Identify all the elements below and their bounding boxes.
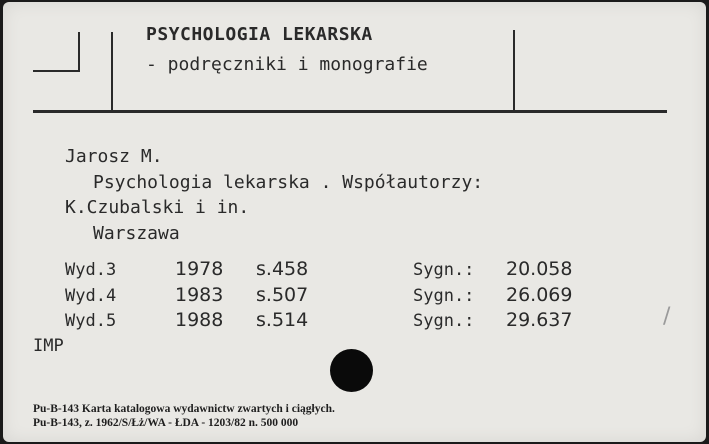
imp-stamp: IMP bbox=[33, 336, 64, 356]
header-left-rule bbox=[111, 32, 113, 112]
header-right-rule bbox=[513, 30, 515, 112]
card-heading: PSYCHOLOGIA LEKARSKA bbox=[146, 24, 373, 45]
edition-year: 1983 bbox=[175, 284, 224, 306]
edition-pages: s.507 bbox=[256, 284, 309, 306]
place: Warszawa bbox=[93, 223, 180, 244]
header-divider bbox=[33, 110, 667, 113]
catalog-card bbox=[3, 2, 706, 442]
edition-label: Wyd.5 bbox=[65, 311, 117, 331]
sygn-label: Sygn.: bbox=[413, 286, 475, 306]
sygn-number: 29.637 bbox=[506, 309, 573, 331]
sygn-number: 20.058 bbox=[506, 258, 573, 280]
edition-year: 1988 bbox=[175, 309, 224, 331]
sygn-label: Sygn.: bbox=[413, 311, 475, 331]
corner-mark-horizontal bbox=[33, 70, 80, 72]
punch-hole bbox=[330, 349, 373, 392]
author: Jarosz M. bbox=[65, 146, 163, 167]
edition-pages: s.514 bbox=[256, 309, 309, 331]
card-subheading: - podręczniki i monografie bbox=[146, 54, 428, 75]
edition-label: Wyd.4 bbox=[65, 286, 117, 306]
book-title: Psychologia lekarska . Współautorzy: bbox=[93, 172, 484, 193]
edition-pages: s.458 bbox=[256, 258, 309, 280]
coauthors: K.Czubalski i in. bbox=[65, 197, 250, 218]
corner-mark-vertical bbox=[78, 32, 80, 72]
edition-year: 1978 bbox=[175, 258, 224, 280]
edition-label: Wyd.3 bbox=[65, 260, 117, 280]
sygn-number: 26.069 bbox=[506, 284, 573, 306]
sygn-label: Sygn.: bbox=[413, 260, 475, 280]
pencil-check-mark: / bbox=[663, 304, 671, 329]
printer-imprint-line-2: Pu-B-143, z. 1962/S/Łż/WA - ŁDA - 1203/82 n. 500 000 bbox=[33, 417, 299, 429]
printer-imprint-line-1: Pu-B-143 Karta katalogowa wydawnictw zwartych i ciągłych. bbox=[33, 403, 335, 415]
